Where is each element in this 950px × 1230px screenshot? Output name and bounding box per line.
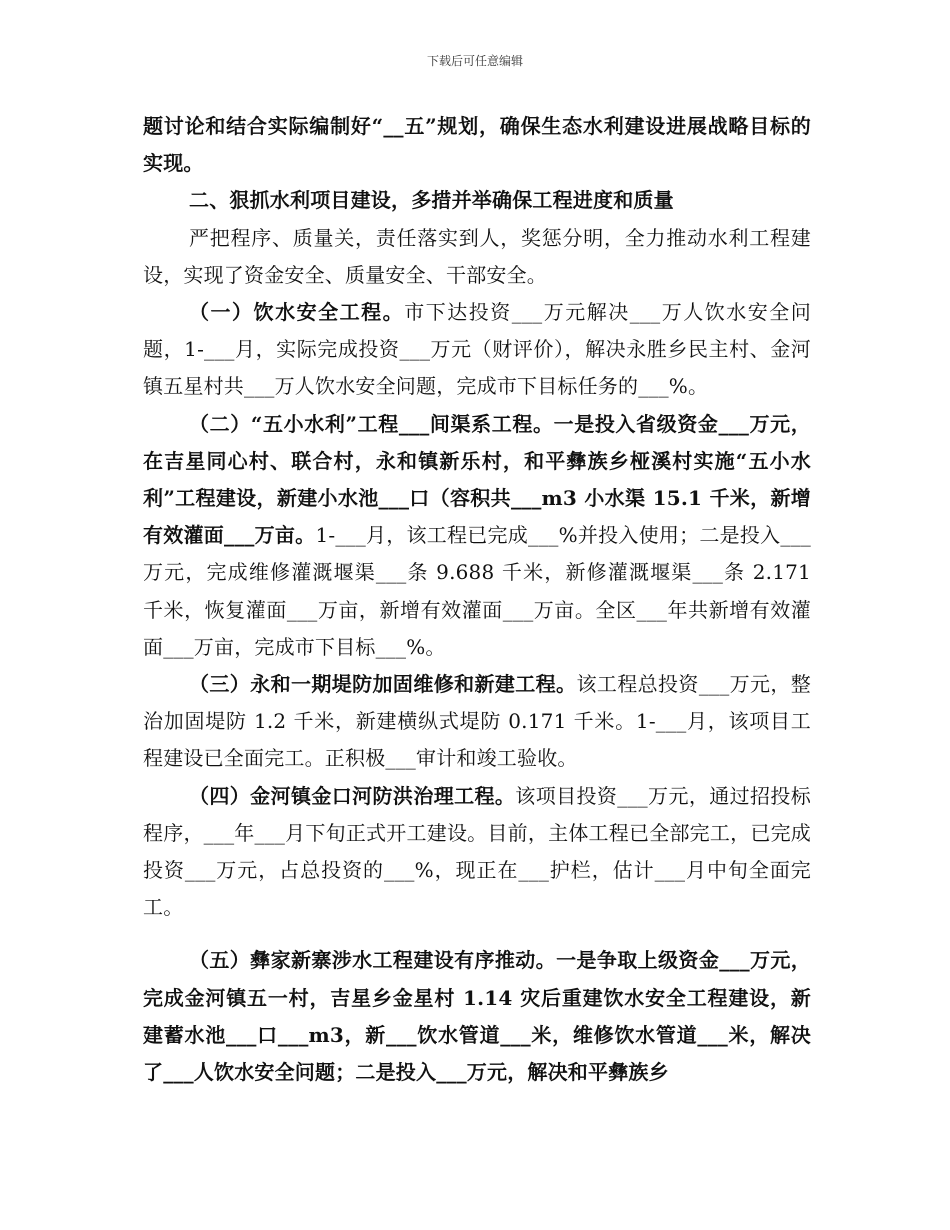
paragraph-text: 该工程总投资___万元，整治加固堤防 1.2 千米，新建横纵式堤防 0.171 千米。1-___月，该项目工程建设已全面完工。正积极___审计和竣工验收。 xyxy=(143,672,811,771)
paragraph-lead: （四）金河镇金口河防洪治理工程。 xyxy=(189,783,516,808)
heading-text: 二、狠抓水利项目建设，多措并举确保工程进度和质量 xyxy=(189,188,674,213)
paragraph-1 xyxy=(143,108,811,182)
paragraph-5 xyxy=(143,406,811,666)
paragraph-text: 严把程序、质量关，责任落实到人，奖惩分明，全力推动水利工程建设，实现了资金安全、质量安全、干部安全。 xyxy=(143,225,811,287)
paragraph-7 xyxy=(143,778,811,927)
section-heading xyxy=(143,182,811,219)
paragraph-text: 题讨论和结合实际编制好“__五”规划，确保生态水利建设进展战略目标的实现。 xyxy=(143,114,811,176)
paragraph-text: 该项目投资___万元，通过招投标程序，___年___月下旬正式开工建设。目前，主体工程已全部完工，已完成投资___万元，占总投资的___%，现正在___护栏，估计___月中旬全面完工。 xyxy=(143,783,812,920)
paragraph-4 xyxy=(143,294,811,406)
paragraph-lead: （三）永和一期堤防加固维修和新建工程。 xyxy=(189,672,577,697)
paragraph-8 xyxy=(143,942,811,1091)
document-body xyxy=(143,108,811,1091)
paragraph-3 xyxy=(143,220,811,294)
paragraph-lead: （五）彝家新寨涉水工程建设有序推动。一是争取上级资金___万元，完成金河镇五一村，吉星乡金星村 1.14 灾后重建饮水安全工程建设，新建蓄水池___口___m3，新___饮水管道___米，维修饮水管道___米，解决了___人饮水安全问题；二是投入___万元，解决和平彝族乡 xyxy=(143,948,811,1085)
paragraph-lead: （一）饮水安全工程。 xyxy=(189,300,405,325)
paragraph-6 xyxy=(143,666,811,778)
paragraph-text: 市下达投资___万元解决___万人饮水安全问题，1-___月，实际完成投资___万元（财评价），解决永胜乡民主村、金河镇五星村共___万人饮水安全问题，完成市下目标任务的___%。 xyxy=(143,300,811,399)
paragraph-text: 1-___月，该工程已完成___%并投入使用；二是投入___万元，完成维修灌溉堰渠___条 9.688 千米，新修灌溉堰渠___条 2.171 千米，恢复灌面___万亩，新增有效灌面___万亩。全区___年共新增有效灌面___万亩，完成市下目标___%。 xyxy=(143,523,811,659)
paragraph-lead: （二）“五小水利”工程___间渠系工程。一是投入省级资金___万元，在吉星同心村、联合村，永和镇新乐村，和平彝族乡桠溪村实施“五小水利”工程建设，新建小水池___口（容积共___m3 小水渠 15.1 千米，新增有效灌面___万亩。 xyxy=(143,411,811,548)
page-header: 下载后可任意编辑 xyxy=(426,54,523,68)
